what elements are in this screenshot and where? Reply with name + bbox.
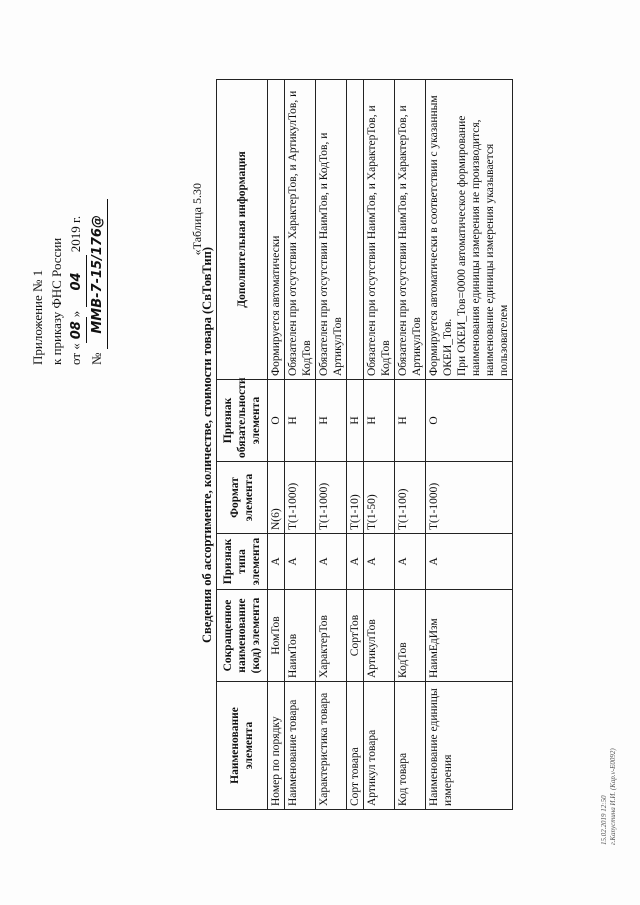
table-row (395, 80, 426, 810)
cell-name: Сорт товара (347, 682, 364, 810)
table-row (347, 80, 364, 810)
elements-table (216, 79, 513, 810)
cell-code: СортТов (347, 590, 364, 682)
cell-format: T(1-1000) (285, 462, 316, 534)
cell-type: А (268, 534, 285, 590)
appendix-title: Приложение № 1 (30, 269, 45, 365)
date-day: 08 (67, 317, 87, 343)
table-row (364, 80, 395, 810)
cell-name: Наименование товара (285, 682, 316, 810)
cell-format: T(1-1000) (426, 462, 513, 534)
appendix-date: от «08» 04 2019 г. (66, 145, 87, 365)
cell-req: Н (316, 380, 347, 462)
cell-req: О (268, 380, 285, 462)
order-number: ММВ-7-15/176@ (88, 199, 108, 349)
cell-info: Формируется автоматически (268, 80, 285, 380)
header-name: Наименование элемента (217, 682, 268, 810)
header-format: Формат элемента (217, 462, 268, 534)
cell-type: А (364, 534, 395, 590)
cell-info: Формируется автоматически в соответствии с указанным ОКЕИ_Тов. При ОКЕИ_Тов=0000 автоматическое формирование наименования единицы измерения не производится, наименование единицы измерения указывается пользователем (426, 80, 513, 380)
cell-name: Номер по порядку (268, 682, 285, 810)
cell-req: Н (285, 380, 316, 462)
cell-type: А (316, 534, 347, 590)
cell-name: Характеристика товара (316, 682, 347, 810)
cell-code: НаимТов (285, 590, 316, 682)
cell-code: НомТов (268, 590, 285, 682)
cell-format: T(1-50) (364, 462, 395, 534)
date-year: 2019 г. (68, 215, 83, 253)
cell-info: Обязателен при отсутствии НаимТов, и ХарактерТов, и АртикулТов (395, 80, 426, 380)
cell-format: T(1-1000) (316, 462, 347, 534)
cell-format: T(1-100) (395, 462, 426, 534)
table-number: «Таблица 5.30 (190, 183, 204, 256)
cell-code: АртикулТов (364, 590, 395, 682)
table-row (285, 80, 316, 810)
cell-info: Обязателен при отсутствии ХарактерТов, и АртикулТов, и КодТов (285, 80, 316, 380)
cell-code: НаимЕдИзм (426, 590, 513, 682)
cell-info: Обязателен при отсутствии НаимТов, и ХарактерТов, и КодТов (364, 80, 395, 380)
cell-req: О (426, 380, 513, 462)
appendix-order: к приказу ФНС России (49, 237, 64, 365)
cell-type: А (347, 534, 364, 590)
cell-type: А (395, 534, 426, 590)
header-info: Дополнительная информация (217, 80, 268, 380)
cell-code: ХарактерТов (316, 590, 347, 682)
table-row (268, 80, 285, 810)
table-title: Сведения об ассортименте, количестве, стоимости товара (СвТовТип) (200, 246, 214, 644)
cell-req: Н (364, 380, 395, 462)
cell-type: А (426, 534, 513, 590)
cell-req: Н (347, 380, 364, 462)
cell-type: А (285, 534, 316, 590)
print-stamp: 15.02.2019 12:50 г.Капустина И.И. (Kap.v-E0092) (600, 748, 617, 845)
appendix-number: № ММВ-7-15/176@ (87, 145, 108, 365)
table-row (426, 80, 513, 810)
cell-info: Обязателен при отсутствии НаимТов, и КодТов, и АртикулТов (316, 80, 347, 380)
header-code: Сокращенное наименование (код) элемента (217, 590, 268, 682)
date-month: 04 (67, 255, 87, 307)
cell-format: T(1-10) (347, 462, 364, 534)
header-required: Признак обязательности элемента (217, 380, 268, 462)
table-row (316, 80, 347, 810)
cell-name: Код товара (395, 682, 426, 810)
cell-info (347, 80, 364, 380)
table-header-row (217, 80, 268, 810)
cell-format: N(6) (268, 462, 285, 534)
cell-code: КодТов (395, 590, 426, 682)
header-type: Признак типа элемента (217, 534, 268, 590)
cell-name: Артикул товара (364, 682, 395, 810)
cell-req: Н (395, 380, 426, 462)
cell-name: Наименование единицы измерения (426, 682, 513, 810)
appendix-block (28, 145, 108, 365)
